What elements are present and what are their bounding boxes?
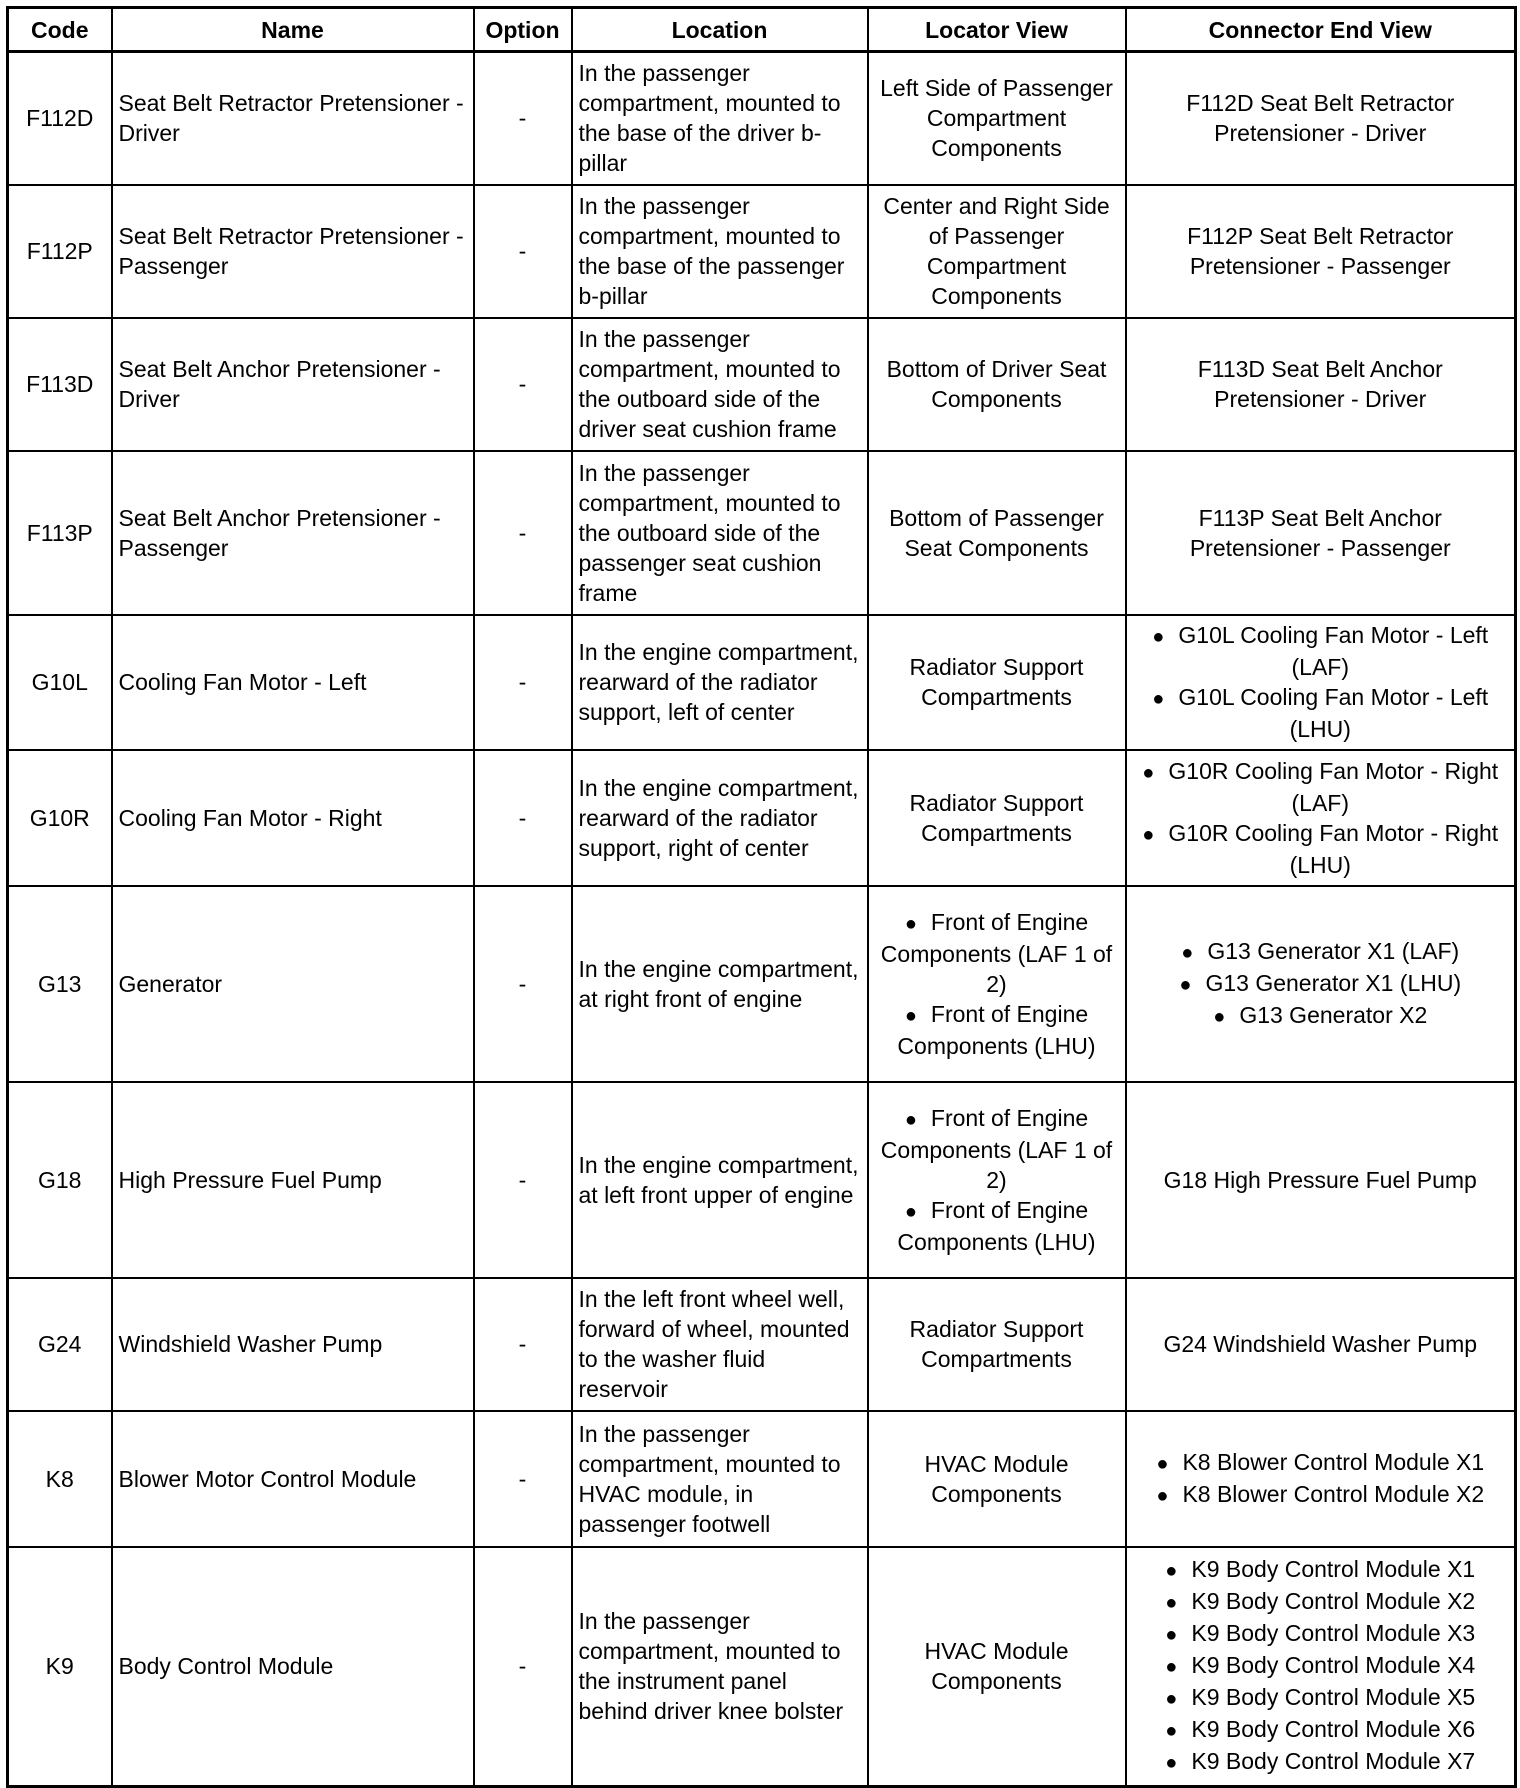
cell-location: In the passenger compartment, mounted to the base of the driver b-pillar <box>572 52 868 185</box>
header-location: Location <box>572 8 868 52</box>
cell-connector-end-view <box>1126 886 1516 1082</box>
bullet-item-text: G10R Cooling Fan Motor - Right (LHU) <box>1168 819 1499 878</box>
cell-connector-end-view-list <box>1133 1447 1509 1511</box>
cell-option: - <box>474 52 572 185</box>
cell-connector-end-view-list <box>1133 620 1509 744</box>
bullet-item-text: K9 Body Control Module X2 <box>1191 1588 1476 1615</box>
cell-locator-view-text: Radiator Support Compartments <box>909 1316 1084 1372</box>
bullet-item-text: K9 Body Control Module X1 <box>1191 1556 1476 1583</box>
cell-locator-view <box>868 451 1126 615</box>
cell-code: G18 <box>8 1082 112 1278</box>
table-row <box>8 886 1516 1082</box>
cell-name: Seat Belt Anchor Pretensioner - Driver <box>112 318 474 451</box>
cell-connector-end-view-list <box>1133 1554 1509 1778</box>
cell-option: - <box>474 1278 572 1411</box>
cell-connector-end-view-text: F112P Seat Belt Retractor Pretensioner - Passenger <box>1187 223 1454 279</box>
bullet-item-text: G13 Generator X1 (LHU) <box>1205 969 1462 996</box>
cell-name: Windshield Washer Pump <box>112 1278 474 1411</box>
cell-locator-view <box>868 1411 1126 1547</box>
bullet-item <box>1133 936 1509 968</box>
bullet-item <box>1133 1479 1509 1511</box>
cell-code: F112P <box>8 185 112 318</box>
table-row <box>8 750 1516 886</box>
cell-option: - <box>474 318 572 451</box>
cell-location: In the passenger compartment, mounted to the outboard side of the driver seat cushion frame <box>572 318 868 451</box>
header-name: Name <box>112 8 474 52</box>
cell-locator-view <box>868 185 1126 318</box>
table-row <box>8 185 1516 318</box>
bullet-item <box>875 907 1119 999</box>
cell-locator-view <box>868 1082 1126 1278</box>
table-row <box>8 451 1516 615</box>
cell-locator-view <box>868 750 1126 886</box>
table-row <box>8 1411 1516 1547</box>
bullet-item <box>1133 1000 1509 1032</box>
table-row <box>8 318 1516 451</box>
cell-location: In the engine compartment, at left front upper of engine <box>572 1082 868 1278</box>
cell-connector-end-view-text: G24 Windshield Washer Pump <box>1163 1331 1478 1357</box>
cell-name: Cooling Fan Motor - Right <box>112 750 474 886</box>
bullet-item <box>1133 1554 1509 1586</box>
cell-location: In the engine compartment, rearward of the radiator support, left of center <box>572 615 868 750</box>
header-locator-view: Locator View <box>868 8 1126 52</box>
cell-locator-view-text: Radiator Support Compartments <box>909 789 1084 846</box>
cell-name: Cooling Fan Motor - Left <box>112 615 474 750</box>
cell-locator-view-text: Radiator Support Compartments <box>909 654 1084 710</box>
bullet-item-text: K8 Blower Control Module X2 <box>1182 1480 1485 1507</box>
cell-code: G10L <box>8 615 112 750</box>
cell-name: High Pressure Fuel Pump <box>112 1082 474 1278</box>
header-connector-end-view: Connector End View <box>1126 8 1516 52</box>
bullet-item-text: K8 Blower Control Module X1 <box>1182 1448 1485 1475</box>
table-row <box>8 1547 1516 1787</box>
cell-code: F113D <box>8 318 112 451</box>
bullet-item <box>875 1103 1119 1195</box>
cell-locator-view-list <box>875 1103 1119 1257</box>
bullet-item-text: G13 Generator X2 <box>1239 1001 1428 1028</box>
cell-connector-end-view-text: G18 High Pressure Fuel Pump <box>1163 1166 1477 1193</box>
bullet-item-text: Front of Engine Components (LHU) <box>897 1196 1096 1255</box>
bullet-item-text: K9 Body Control Module X5 <box>1191 1684 1476 1711</box>
bullet-item <box>1133 682 1509 744</box>
cell-location: In the passenger compartment, mounted to HVAC module, in passenger footwell <box>572 1411 868 1547</box>
cell-locator-view <box>868 1278 1126 1411</box>
table-row <box>8 1278 1516 1411</box>
header-code: Code <box>8 8 112 52</box>
table-row <box>8 1082 1516 1278</box>
cell-locator-view <box>868 52 1126 185</box>
cell-locator-view-text: HVAC Module Components <box>924 1638 1069 1695</box>
cell-connector-end-view <box>1126 451 1516 615</box>
cell-name: Generator <box>112 886 474 1082</box>
cell-connector-end-view <box>1126 52 1516 185</box>
bullet-item-text: G10L Cooling Fan Motor - Left (LHU) <box>1178 684 1489 742</box>
bullet-item <box>1133 756 1509 818</box>
bullet-item-text: K9 Body Control Module X6 <box>1191 1716 1476 1743</box>
cell-code: K9 <box>8 1547 112 1787</box>
cell-name: Seat Belt Retractor Pretensioner - Passenger <box>112 185 474 318</box>
cell-code: G13 <box>8 886 112 1082</box>
cell-connector-end-view <box>1126 185 1516 318</box>
header-row <box>8 8 1516 52</box>
cell-locator-view-text: Bottom of Passenger Seat Components <box>889 504 1104 561</box>
bullet-item <box>1133 968 1509 1000</box>
table-row <box>8 615 1516 750</box>
cell-location: In the left front wheel well, forward of wheel, mounted to the washer fluid reservoir <box>572 1278 868 1411</box>
bullet-item <box>1133 818 1509 880</box>
cell-code: G10R <box>8 750 112 886</box>
cell-connector-end-view <box>1126 318 1516 451</box>
cell-connector-end-view <box>1126 1411 1516 1547</box>
cell-code: F112D <box>8 52 112 185</box>
cell-connector-end-view-text: F113D Seat Belt Anchor Pretensioner - Driver <box>1197 356 1443 412</box>
header-option: Option <box>474 8 572 52</box>
bullet-item-text: G10L Cooling Fan Motor - Left (LAF) <box>1178 622 1489 680</box>
cell-connector-end-view-list <box>1133 756 1509 880</box>
cell-connector-end-view-text: F113P Seat Belt Anchor Pretensioner - Passenger <box>1189 504 1451 561</box>
cell-code: K8 <box>8 1411 112 1547</box>
cell-locator-view <box>868 615 1126 750</box>
cell-location: In the engine compartment, rearward of the radiator support, right of center <box>572 750 868 886</box>
cell-code: F113P <box>8 451 112 615</box>
cell-name: Seat Belt Anchor Pretensioner - Passenger <box>112 451 474 615</box>
table-row <box>8 52 1516 185</box>
cell-connector-end-view <box>1126 1278 1516 1411</box>
bullet-item-text: Front of Engine Components (LAF 1 of 2) <box>880 1104 1113 1193</box>
bullet-item <box>1133 620 1509 682</box>
cell-name: Body Control Module <box>112 1547 474 1787</box>
cell-locator-view-text: HVAC Module Components <box>924 1450 1069 1507</box>
cell-connector-end-view-text: F112D Seat Belt Retractor Pretensioner - Driver <box>1186 90 1455 147</box>
bullet-item-text: G10R Cooling Fan Motor - Right (LAF) <box>1168 757 1499 816</box>
cell-code: G24 <box>8 1278 112 1411</box>
cell-connector-end-view <box>1126 1547 1516 1787</box>
cell-name: Seat Belt Retractor Pretensioner - Driver <box>112 52 474 185</box>
cell-locator-view-text: Bottom of Driver Seat Components <box>886 356 1107 412</box>
bullet-item <box>1133 1746 1509 1778</box>
cell-connector-end-view-list <box>1133 936 1509 1032</box>
cell-option: - <box>474 451 572 615</box>
cell-name: Blower Motor Control Module <box>112 1411 474 1547</box>
cell-location: In the passenger compartment, mounted to the base of the passenger b-pillar <box>572 185 868 318</box>
cell-option: - <box>474 750 572 886</box>
cell-option: - <box>474 1082 572 1278</box>
cell-locator-view <box>868 318 1126 451</box>
bullet-item <box>1133 1618 1509 1650</box>
cell-connector-end-view <box>1126 750 1516 886</box>
bullet-item <box>1133 1682 1509 1714</box>
bullet-item-text: K9 Body Control Module X7 <box>1191 1748 1476 1775</box>
cell-option: - <box>474 1411 572 1547</box>
cell-option: - <box>474 1547 572 1787</box>
cell-locator-view <box>868 1547 1126 1787</box>
bullet-item-text: Front of Engine Components (LAF 1 of 2) <box>880 908 1113 997</box>
component-locator-table <box>6 6 1517 1788</box>
bullet-item-text: K9 Body Control Module X3 <box>1191 1620 1476 1647</box>
cell-locator-view-text: Left Side of Passenger Compartment Components <box>880 75 1113 162</box>
bullet-item <box>1133 1650 1509 1682</box>
table-body <box>8 52 1516 1787</box>
bullet-item <box>1133 1447 1509 1479</box>
cell-locator-view-text: Center and Right Side of Passenger Compartment Components <box>883 193 1110 309</box>
cell-location: In the passenger compartment, mounted to the instrument panel behind driver knee bolster <box>572 1547 868 1787</box>
bullet-item <box>1133 1586 1509 1618</box>
cell-location: In the passenger compartment, mounted to the outboard side of the passenger seat cushion frame <box>572 451 868 615</box>
bullet-item <box>1133 1714 1509 1746</box>
bullet-item <box>875 1195 1119 1257</box>
cell-option: - <box>474 185 572 318</box>
cell-connector-end-view <box>1126 1082 1516 1278</box>
cell-option: - <box>474 615 572 750</box>
cell-option: - <box>474 886 572 1082</box>
bullet-item-text: Front of Engine Components (LHU) <box>897 1000 1096 1059</box>
bullet-item <box>875 999 1119 1061</box>
bullet-item-text: K9 Body Control Module X4 <box>1191 1652 1476 1679</box>
cell-connector-end-view <box>1126 615 1516 750</box>
cell-locator-view-list <box>875 907 1119 1061</box>
bullet-item-text: G13 Generator X1 (LAF) <box>1207 937 1460 964</box>
cell-locator-view <box>868 886 1126 1082</box>
cell-location: In the engine compartment, at right front of engine <box>572 886 868 1082</box>
